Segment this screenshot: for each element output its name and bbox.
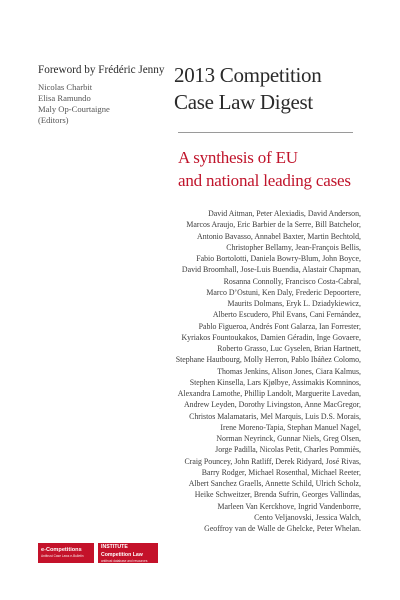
editors-label: (Editors) (38, 115, 69, 125)
author-line: Alexandra Lamothe, Phillip Landolt, Marguerite Lavedan, (177, 389, 361, 398)
author-line: Stephane Hautbourg, Molly Herron, Pablo Ibáñez Colomo, (175, 355, 361, 365)
foreword-title: Foreword by Frédéric Jenny (38, 64, 165, 76)
author-line: Kyriakos Fountoukakos, Damien Géradin, Inge Govaere, (181, 332, 361, 342)
author-line: Antonio Bavasso, Annabel Baxter, Martin Bechtold, (197, 231, 361, 241)
book-subtitle-line: A synthesis of EU (178, 148, 298, 167)
author-line: Alberto Escudero, Phil Evans, Cani Fernández, (212, 310, 361, 320)
book-subtitle (178, 146, 378, 192)
editors-list (38, 82, 168, 126)
author-line: Christos Malamataris, Mel Marquis, Luis D.S. Morais, (189, 411, 361, 421)
author-line: Maurits Dolmans, Eryk L. Dziadykiewicz, (227, 299, 361, 308)
editor-name: Maly Op-Courtaigne (38, 104, 110, 114)
e-competitions-logo-tagline: Antitrust Case Laws e-Bulletin (41, 554, 84, 558)
author-line: Craig Pouncey, John Ratliff, Derek Ridyard, José Rivas, (184, 456, 361, 466)
author-line: Pablo Figueroa, Andrés Font Galarza, Ian Forrester, (198, 321, 361, 331)
author-line: Marleen Van Kerckhove, Ingrid Vandenborre, (217, 501, 361, 511)
editor-name: Nicolas Charbit (38, 82, 93, 92)
institute-logo-name-bottom: Competition Law (101, 551, 143, 558)
author-line: Barry Rodger, Michael Rosenthal, Michael Reeter, (201, 467, 361, 477)
author-line: Geoffroy van de Walle de Ghelcke, Peter Whelan. (204, 524, 361, 533)
author-line: Roberto Grasso, Luc Gyselen, Brian Hartnett, (217, 344, 361, 353)
e-competitions-logo-name: e-Competitions (41, 547, 82, 553)
author-line: Christopher Bellamy, Jean-François Bellis, (226, 242, 361, 252)
foreword-block (38, 64, 168, 126)
author-line: David Aitman, Peter Alexiadis, David Anderson, (208, 209, 361, 218)
book-title-line: 2013 Competition (174, 63, 322, 87)
title-divider (178, 132, 353, 133)
author-line: Rosanna Connolly, Francisco Costa-Cabral, (223, 276, 361, 286)
author-line: Albert Sanchez Graells, Annette Schild, Ulrich Scholz, (188, 479, 361, 488)
author-line: Norman Neyrinck, Gunnar Niels, Greg Olsen, (216, 434, 361, 443)
author-line: Fabio Bortolotti, Daniela Bowry-Blum, John Boyce, (196, 254, 361, 263)
authors-list (121, 208, 361, 534)
book-title-line: Case Law Digest (174, 90, 313, 114)
author-line: Cento Veljanovski, Jessica Walch, (254, 512, 361, 522)
author-line: Marco D’Ostuni, Ken Daly, Frederic Depoortere, (206, 287, 361, 297)
institute-logo-name-top: INSTITUTE (101, 544, 128, 550)
author-line: Heike Schweitzer, Brenda Sufrin, Georges Vallindas, (194, 490, 361, 500)
author-line: David Broomhall, Jose-Luis Buendia, Alastair Chapman, (181, 265, 361, 275)
e-competitions-logo (38, 543, 94, 563)
editor-name: Elisa Ramundo (38, 93, 91, 103)
author-line: Stephen Kinsella, Lars Kjølbye, Assimakis Komninos, (189, 377, 361, 387)
institute-logo-tagline: antitrust database and resources (101, 559, 148, 564)
author-line: Irene Moreno-Tapia, Stephan Manuel Nagel, (220, 422, 361, 432)
book-subtitle-line: and national leading cases (178, 171, 351, 190)
author-line: Andrew Leyden, Dorothy Livingston, Anne MacGregor, (183, 400, 361, 410)
author-line: Thomas Jenkins, Alison Jones, Ciara Kalmus, (217, 366, 361, 376)
author-line: Marcos Araujo, Eric Barbier de la Serre, Bill Batchelor, (186, 220, 361, 230)
author-line: Jorge Padilla, Nicolas Petit, Charles Pommiès, (215, 445, 361, 455)
book-title (174, 62, 374, 116)
institute-of-competition-law-logo (98, 543, 158, 563)
